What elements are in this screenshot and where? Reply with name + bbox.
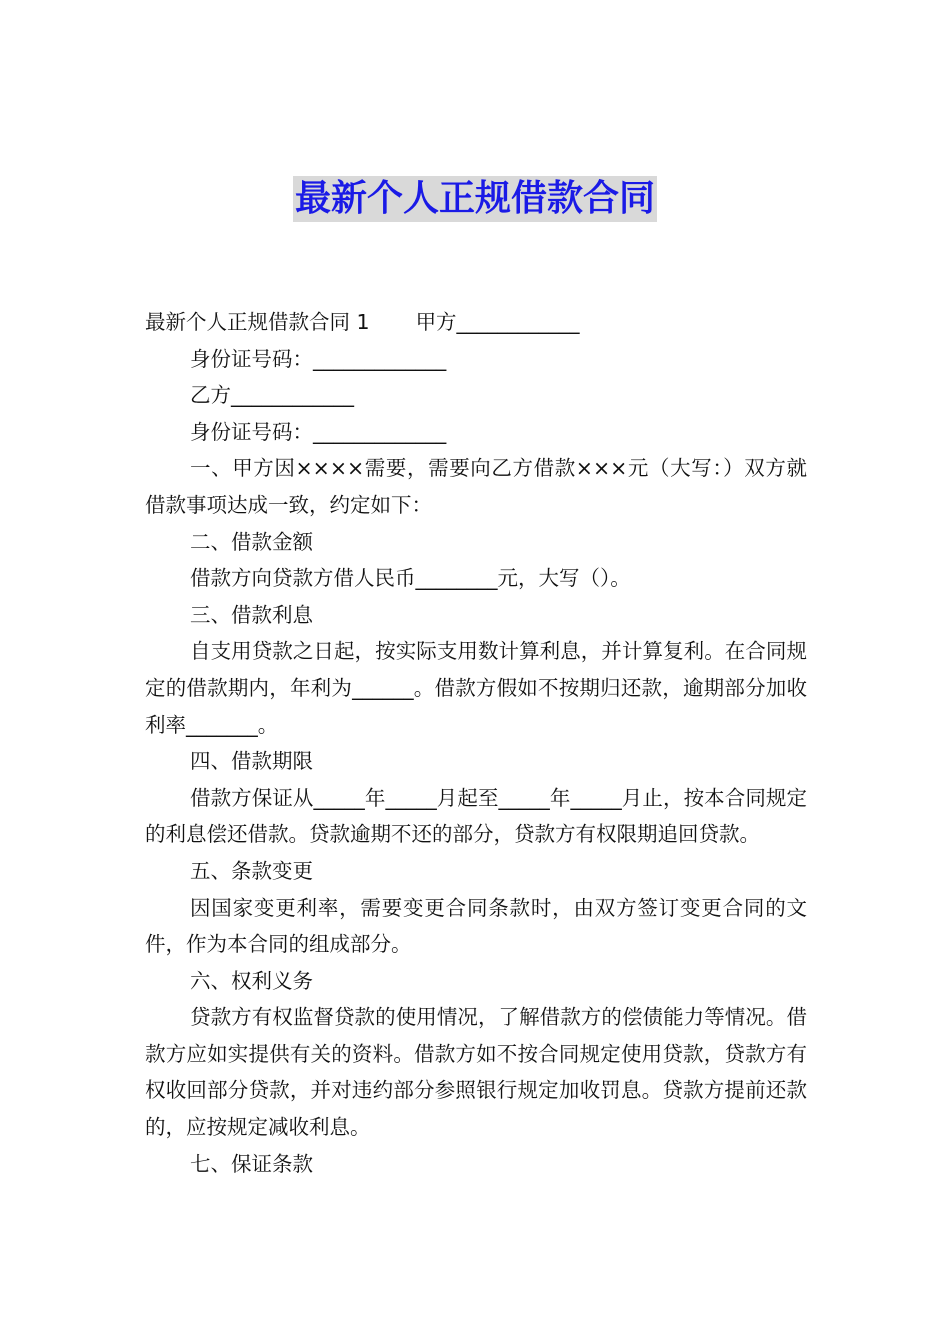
amount-text: 借款方向贷款方借人民币________元，大写（）。 [190, 566, 631, 591]
party-b-id-line: 身份证号码：_____________ [190, 419, 447, 444]
term-text: 借款方保证从_____年_____月起至_____年_____月止，按本合同规定的利息偿还借款。贷款逾期不还的部分，贷款方有权限期追回贷款。 [145, 785, 807, 847]
clause-1-text: 一、甲方因××××需要，需要向乙方借款×××元（大写：）双方就借款事项达成一致，约定如下： [145, 456, 807, 517]
rights-text: 贷款方有权监督贷款的使用情况，了解借款方的偿债能力等情况。借款方应如实提供有关的资料。借款方如不按合同规定使用贷款，贷款方有权收回部分贷款，并对违约部分参照银行规定加收罚息。贷款方提前还款的，应按规定减收利息。 [145, 1005, 807, 1140]
party-a-id-line: 身份证号码：_____________ [190, 346, 447, 371]
document-title: 最新个人正规借款合同 [293, 176, 657, 222]
section-heading-interest: 三、借款利息 [190, 602, 313, 627]
interest-text: 自支用贷款之日起，按实际支用数计算利息，并计算复利。在合同规定的借款期内，年利为______。借款方假如不按期归还款，逾期部分加收利率_______。 [145, 639, 807, 737]
document-body [145, 304, 807, 1182]
section-heading-change: 五、条款变更 [190, 858, 313, 883]
party-a-line: 甲方____________ [415, 310, 580, 334]
section-heading-amount: 二、借款金额 [190, 529, 313, 554]
section-heading-guarantee: 七、保证条款 [190, 1151, 313, 1176]
header-line [145, 304, 807, 341]
title-container [0, 176, 950, 222]
doc-name: 最新个人正规借款合同 1 [145, 310, 370, 334]
section-heading-term: 四、借款期限 [190, 749, 313, 774]
section-heading-rights: 六、权利义务 [190, 968, 313, 993]
change-text: 因国家变更利率，需要变更合同条款时，由双方签订变更合同的文件，作为本合同的组成部分。 [145, 895, 807, 957]
party-b-line: 乙方____________ [190, 383, 354, 408]
